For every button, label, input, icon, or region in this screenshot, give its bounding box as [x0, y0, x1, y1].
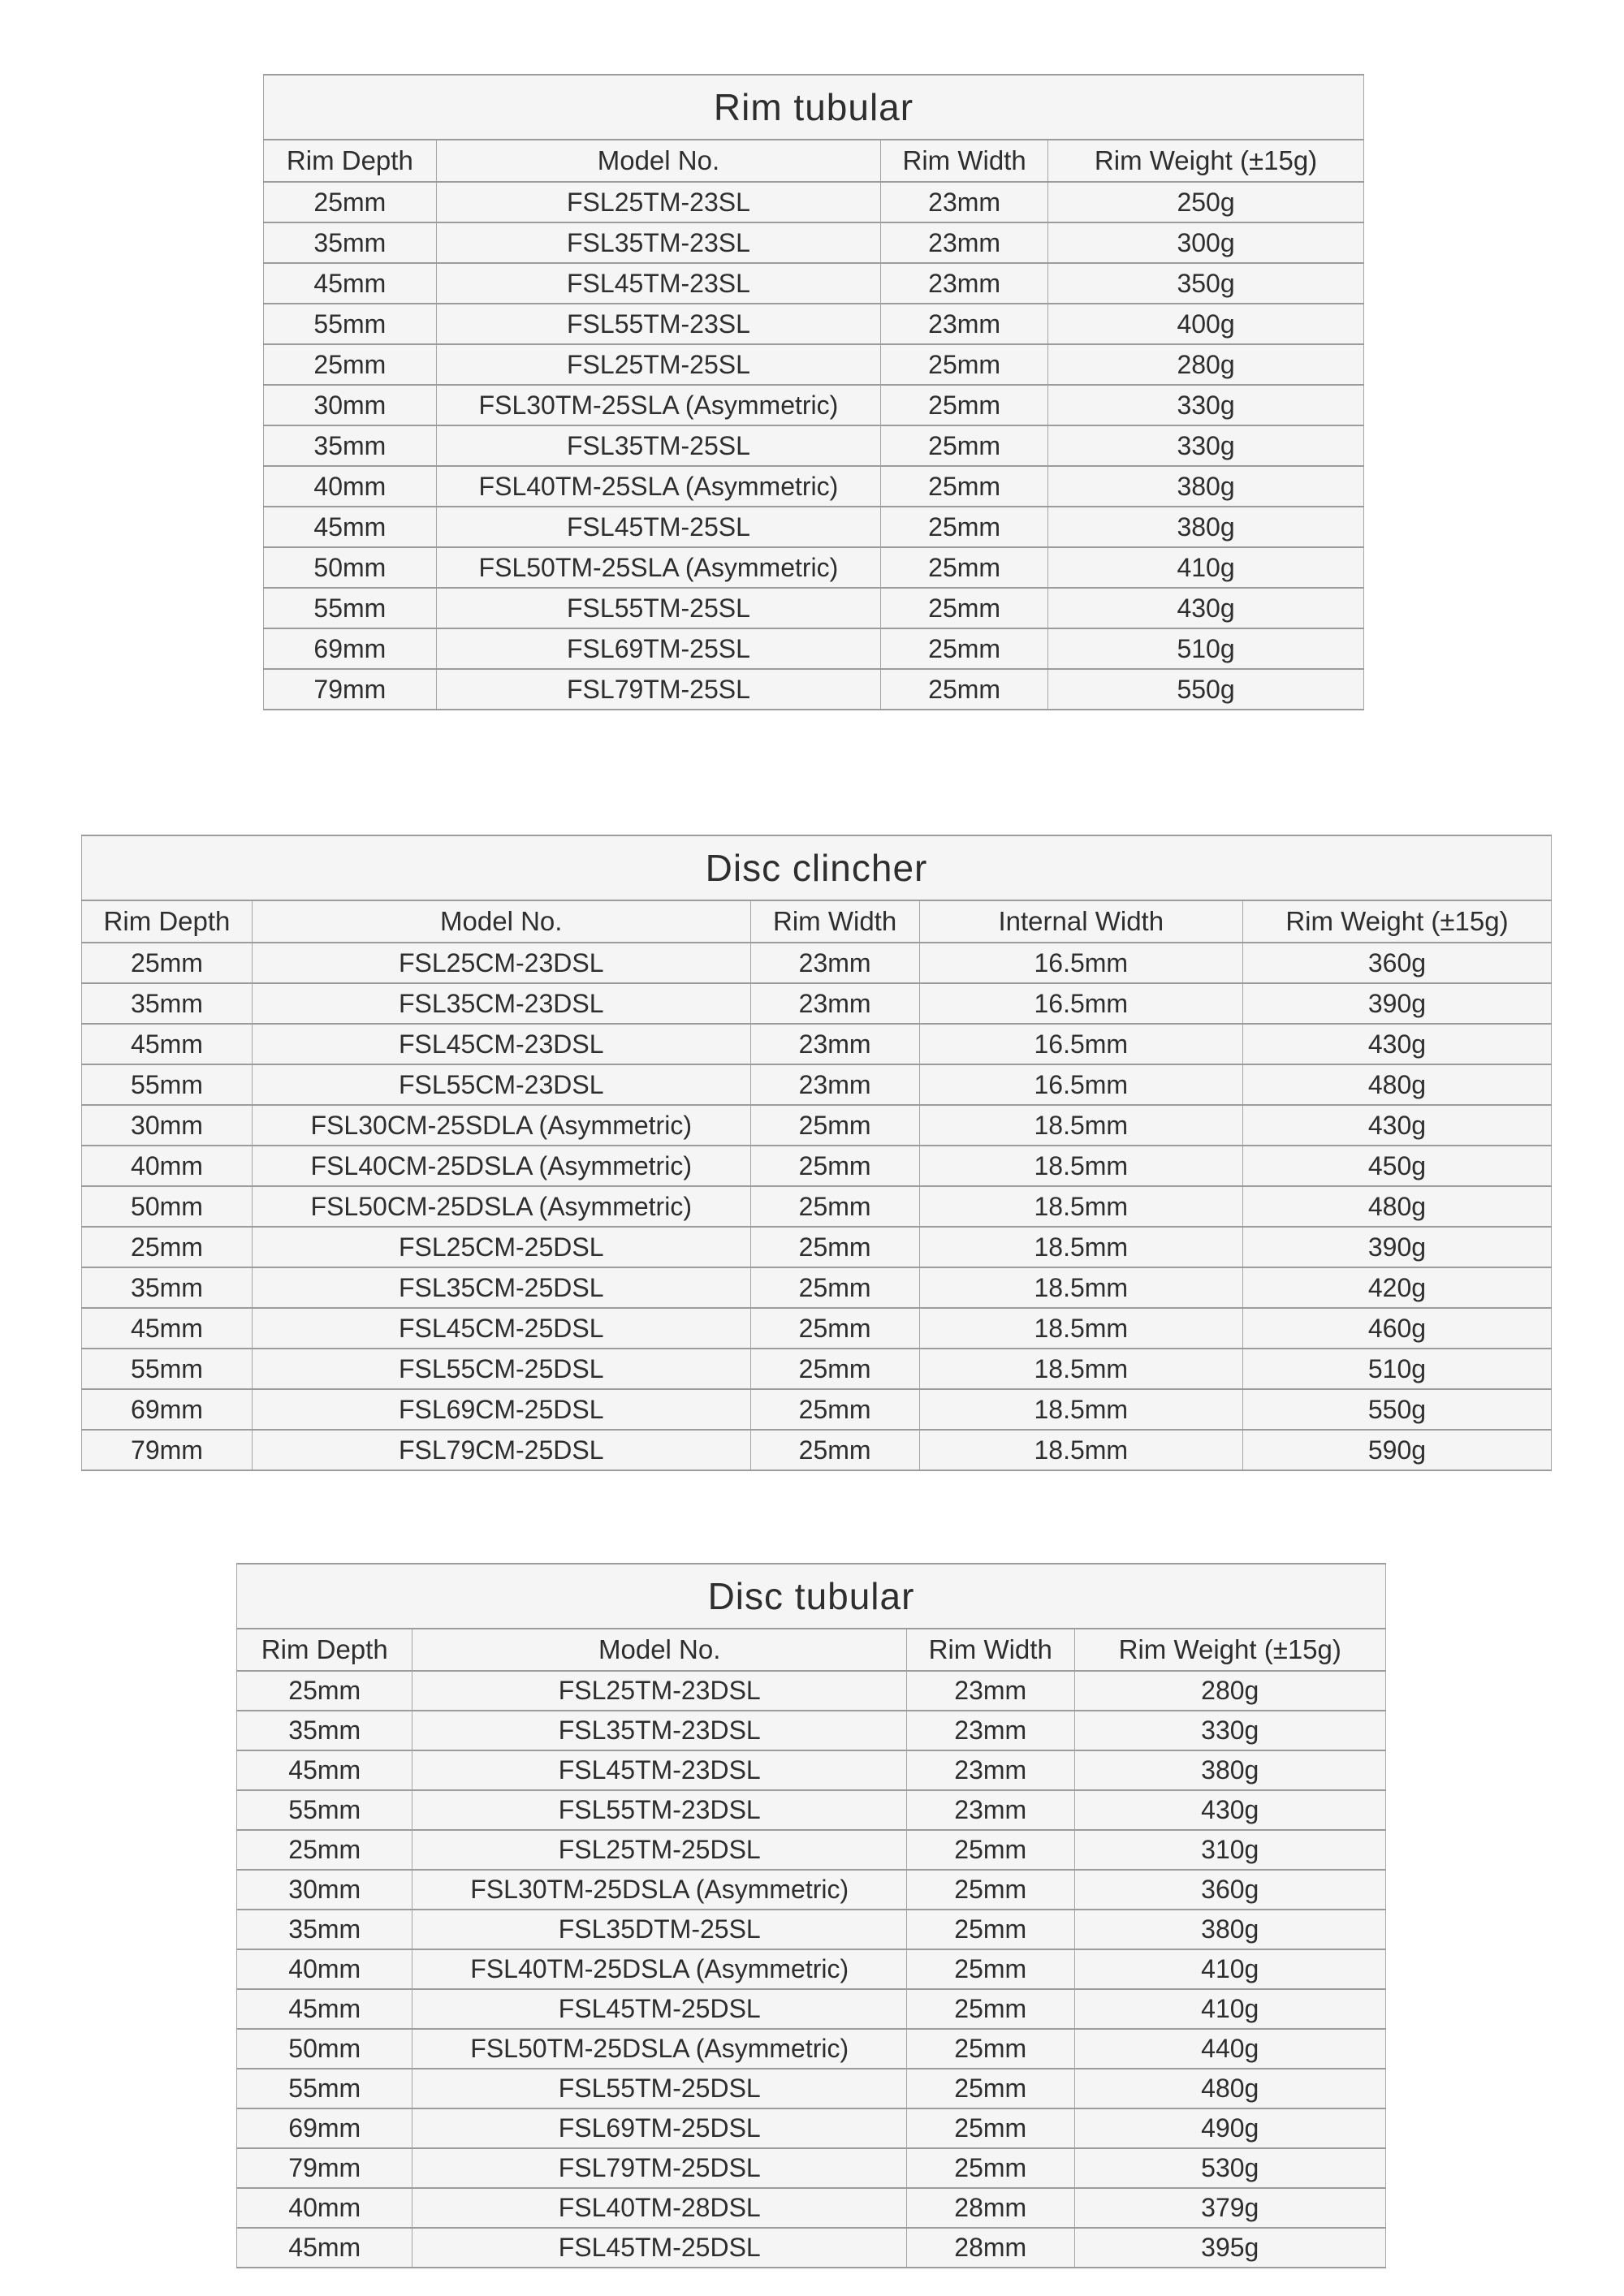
table-cell: 23mm: [906, 1671, 1074, 1711]
table-cell: 35mm: [264, 222, 437, 263]
rim-tubular-table: [263, 74, 1364, 710]
table-row: [237, 1671, 1386, 1711]
table-cell: 410g: [1074, 1949, 1385, 1989]
table-cell: 25mm: [750, 1308, 919, 1349]
table-cell: 40mm: [264, 466, 437, 507]
table-row: [82, 1186, 1552, 1227]
table-cell: 16.5mm: [919, 983, 1242, 1024]
table-cell: FSL79TM-25DSL: [412, 2148, 906, 2188]
column-header-row: [264, 140, 1364, 182]
table-cell: 23mm: [906, 1790, 1074, 1830]
table-row: [264, 507, 1364, 547]
table-cell: 25mm: [906, 2069, 1074, 2108]
table-row: [237, 2148, 1386, 2188]
table-cell: 330g: [1048, 385, 1364, 425]
table-cell: 16.5mm: [919, 943, 1242, 983]
table-cell: FSL55CM-25DSL: [252, 1349, 750, 1389]
table-row: [264, 466, 1364, 507]
table-cell: 590g: [1242, 1430, 1551, 1470]
table-row: [237, 1750, 1386, 1790]
table-cell: FSL35CM-23DSL: [252, 983, 750, 1024]
table-cell: 30mm: [237, 1870, 412, 1910]
table-cell: 23mm: [881, 304, 1048, 344]
table-cell: 530g: [1074, 2148, 1385, 2188]
table-cell: FSL55TM-23DSL: [412, 1790, 906, 1830]
table-cell: 25mm: [264, 182, 437, 222]
table-cell: 25mm: [750, 1105, 919, 1146]
table-cell: 25mm: [881, 669, 1048, 710]
table-cell: 45mm: [264, 507, 437, 547]
table-cell: 25mm: [881, 507, 1048, 547]
table-cell: 30mm: [82, 1105, 253, 1146]
table-cell: 30mm: [264, 385, 437, 425]
table-cell: FSL55TM-25SL: [436, 588, 880, 628]
table-row: [82, 1024, 1552, 1064]
table-row: [237, 1711, 1386, 1750]
table-cell: 45mm: [82, 1024, 253, 1064]
table-row: [82, 1430, 1552, 1470]
table-row: [237, 1830, 1386, 1870]
table-cell: 380g: [1048, 466, 1364, 507]
table-row: [82, 1227, 1552, 1267]
table-cell: FSL50TM-25SLA (Asymmetric): [436, 547, 880, 588]
table-cell: FSL69CM-25DSL: [252, 1389, 750, 1430]
table-row: [82, 1267, 1552, 1308]
table-cell: 50mm: [82, 1186, 253, 1227]
table-cell: FSL35DTM-25SL: [412, 1910, 906, 1949]
table-cell: FSL45TM-25SL: [436, 507, 880, 547]
table-cell: 28mm: [906, 2228, 1074, 2268]
table-cell: 25mm: [906, 1870, 1074, 1910]
table-title-row: [82, 835, 1552, 900]
table-cell: 35mm: [82, 983, 253, 1024]
table-row: [82, 1349, 1552, 1389]
table-row: [264, 304, 1364, 344]
table-title: Disc tubular: [237, 1564, 1386, 1629]
table-cell: 55mm: [264, 588, 437, 628]
table-cell: 25mm: [881, 385, 1048, 425]
table-cell: 450g: [1242, 1146, 1551, 1186]
table-cell: FSL35TM-25SL: [436, 425, 880, 466]
table-cell: 550g: [1048, 669, 1364, 710]
table-title-row: [237, 1564, 1386, 1629]
table-cell: 480g: [1242, 1064, 1551, 1105]
column-header-row: [237, 1629, 1386, 1671]
table-cell: 25mm: [750, 1267, 919, 1308]
table-cell: 510g: [1048, 628, 1364, 669]
table-cell: 18.5mm: [919, 1308, 1242, 1349]
table-cell: 390g: [1242, 983, 1551, 1024]
table-cell: 45mm: [237, 1989, 412, 2029]
table-row: [237, 2228, 1386, 2268]
table-row: [264, 588, 1364, 628]
table-cell: FSL35CM-25DSL: [252, 1267, 750, 1308]
table-cell: 360g: [1242, 943, 1551, 983]
table-cell: 69mm: [237, 2108, 412, 2148]
table-cell: 25mm: [237, 1830, 412, 1870]
table-title: Rim tubular: [264, 75, 1364, 140]
table-cell: 18.5mm: [919, 1227, 1242, 1267]
table-cell: 69mm: [82, 1389, 253, 1430]
table-cell: 25mm: [82, 1227, 253, 1267]
table-cell: FSL25TM-25SL: [436, 344, 880, 385]
table-row: [82, 983, 1552, 1024]
table-cell: FSL30CM-25SDLA (Asymmetric): [252, 1105, 750, 1146]
table-cell: 480g: [1074, 2069, 1385, 2108]
disc-tubular-table: [236, 1563, 1386, 2268]
table-cell: 310g: [1074, 1830, 1385, 1870]
table-cell: 330g: [1048, 425, 1364, 466]
table-cell: 25mm: [881, 588, 1048, 628]
table-cell: FSL45TM-25DSL: [412, 1989, 906, 2029]
table-cell: 40mm: [237, 1949, 412, 1989]
table-cell: FSL55TM-23SL: [436, 304, 880, 344]
table-cell: 440g: [1074, 2029, 1385, 2069]
table-cell: 25mm: [906, 1830, 1074, 1870]
table-cell: 23mm: [881, 263, 1048, 304]
column-header: Model No.: [436, 140, 880, 182]
table-row: [82, 1308, 1552, 1349]
table-cell: FSL45CM-25DSL: [252, 1308, 750, 1349]
table-cell: 35mm: [264, 425, 437, 466]
table-cell: 379g: [1074, 2188, 1385, 2228]
table-cell: 18.5mm: [919, 1430, 1242, 1470]
table-cell: FSL45TM-23SL: [436, 263, 880, 304]
table-cell: 330g: [1074, 1711, 1385, 1750]
table-cell: 430g: [1048, 588, 1364, 628]
table-cell: FSL25TM-23DSL: [412, 1671, 906, 1711]
table-row: [82, 1064, 1552, 1105]
table-cell: 25mm: [881, 628, 1048, 669]
table-cell: 23mm: [906, 1750, 1074, 1790]
table-cell: FSL25TM-25DSL: [412, 1830, 906, 1870]
table-cell: 490g: [1074, 2108, 1385, 2148]
column-header: Model No.: [252, 900, 750, 943]
table-cell: 35mm: [237, 1910, 412, 1949]
table-cell: 18.5mm: [919, 1349, 1242, 1389]
table-cell: FSL40TM-25SLA (Asymmetric): [436, 466, 880, 507]
table-row: [82, 943, 1552, 983]
table-cell: 25mm: [82, 943, 253, 983]
table-cell: 460g: [1242, 1308, 1551, 1349]
table-cell: 79mm: [82, 1430, 253, 1470]
table-cell: 380g: [1074, 1750, 1385, 1790]
table-cell: 410g: [1074, 1989, 1385, 2029]
table-row: [237, 1790, 1386, 1830]
table-cell: 350g: [1048, 263, 1364, 304]
table-cell: 45mm: [237, 2228, 412, 2268]
table-row: [237, 2069, 1386, 2108]
column-header: Internal Width: [919, 900, 1242, 943]
table-cell: 25mm: [750, 1430, 919, 1470]
table-cell: 79mm: [264, 669, 437, 710]
table-cell: 18.5mm: [919, 1105, 1242, 1146]
table-cell: 430g: [1242, 1024, 1551, 1064]
table-cell: FSL69TM-25SL: [436, 628, 880, 669]
table-cell: 50mm: [264, 547, 437, 588]
column-header: Rim Weight (±15g): [1242, 900, 1551, 943]
table-cell: 79mm: [237, 2148, 412, 2188]
table-cell: 25mm: [906, 2108, 1074, 2148]
table-cell: 55mm: [237, 1790, 412, 1830]
column-header: Rim Depth: [82, 900, 253, 943]
table-cell: 23mm: [881, 182, 1048, 222]
table-cell: FSL35TM-23DSL: [412, 1711, 906, 1750]
table-cell: 23mm: [881, 222, 1048, 263]
table-row: [237, 1949, 1386, 1989]
table-cell: FSL30TM-25DSLA (Asymmetric): [412, 1870, 906, 1910]
disc-clincher-table: [81, 835, 1552, 1471]
table-cell: 400g: [1048, 304, 1364, 344]
table-cell: 23mm: [750, 943, 919, 983]
table-cell: 25mm: [906, 1910, 1074, 1949]
table-cell: 25mm: [750, 1389, 919, 1430]
table-cell: FSL50CM-25DSLA (Asymmetric): [252, 1186, 750, 1227]
table-row: [264, 425, 1364, 466]
column-header: Rim Weight (±15g): [1048, 140, 1364, 182]
table-cell: 250g: [1048, 182, 1364, 222]
table-title-row: [264, 75, 1364, 140]
table-cell: 25mm: [881, 547, 1048, 588]
table-cell: 25mm: [906, 2148, 1074, 2188]
table-cell: 25mm: [881, 344, 1048, 385]
column-header: Rim Depth: [264, 140, 437, 182]
column-header: Model No.: [412, 1629, 906, 1671]
table-cell: FSL45TM-25DSL: [412, 2228, 906, 2268]
table-cell: FSL25CM-25DSL: [252, 1227, 750, 1267]
table-row: [237, 1870, 1386, 1910]
table-row: [264, 222, 1364, 263]
column-header: Rim Depth: [237, 1629, 412, 1671]
table-cell: 45mm: [237, 1750, 412, 1790]
table-cell: FSL45CM-23DSL: [252, 1024, 750, 1064]
table-cell: FSL40TM-28DSL: [412, 2188, 906, 2228]
table-cell: 23mm: [750, 1024, 919, 1064]
table-title: Disc clincher: [82, 835, 1552, 900]
table-cell: FSL55CM-23DSL: [252, 1064, 750, 1105]
table-cell: 420g: [1242, 1267, 1551, 1308]
table-cell: 25mm: [881, 466, 1048, 507]
table-cell: 480g: [1242, 1186, 1551, 1227]
table-cell: 280g: [1048, 344, 1364, 385]
table-cell: 25mm: [906, 2029, 1074, 2069]
column-header: Rim Width: [881, 140, 1048, 182]
table-row: [82, 1105, 1552, 1146]
table-cell: 40mm: [237, 2188, 412, 2228]
column-header-row: [82, 900, 1552, 943]
table-cell: 25mm: [906, 1989, 1074, 2029]
table-cell: 16.5mm: [919, 1064, 1242, 1105]
table-cell: 18.5mm: [919, 1267, 1242, 1308]
table-cell: FSL55TM-25DSL: [412, 2069, 906, 2108]
table-cell: 25mm: [237, 1671, 412, 1711]
table-row: [264, 182, 1364, 222]
table-cell: FSL40CM-25DSLA (Asymmetric): [252, 1146, 750, 1186]
table-cell: 360g: [1074, 1870, 1385, 1910]
table-cell: FSL50TM-25DSLA (Asymmetric): [412, 2029, 906, 2069]
table-cell: 390g: [1242, 1227, 1551, 1267]
table-cell: FSL30TM-25SLA (Asymmetric): [436, 385, 880, 425]
table-cell: 410g: [1048, 547, 1364, 588]
table-cell: 280g: [1074, 1671, 1385, 1711]
column-header: Rim Width: [906, 1629, 1074, 1671]
table-cell: 23mm: [906, 1711, 1074, 1750]
table-cell: 23mm: [750, 983, 919, 1024]
column-header: Rim Weight (±15g): [1074, 1629, 1385, 1671]
table-cell: 430g: [1242, 1105, 1551, 1146]
table-cell: 35mm: [237, 1711, 412, 1750]
table-cell: 380g: [1074, 1910, 1385, 1949]
table-cell: 25mm: [750, 1146, 919, 1186]
table-row: [82, 1389, 1552, 1430]
table-cell: 55mm: [82, 1349, 253, 1389]
table-row: [264, 628, 1364, 669]
table-cell: FSL40TM-25DSLA (Asymmetric): [412, 1949, 906, 1989]
table-cell: 380g: [1048, 507, 1364, 547]
table-row: [237, 1910, 1386, 1949]
table-cell: 16.5mm: [919, 1024, 1242, 1064]
table-cell: 300g: [1048, 222, 1364, 263]
table-cell: FSL79CM-25DSL: [252, 1430, 750, 1470]
table-cell: 35mm: [82, 1267, 253, 1308]
table-cell: 50mm: [237, 2029, 412, 2069]
table-cell: 395g: [1074, 2228, 1385, 2268]
table-cell: 28mm: [906, 2188, 1074, 2228]
table-cell: FSL45TM-23DSL: [412, 1750, 906, 1790]
table-row: [82, 1146, 1552, 1186]
table-cell: 25mm: [750, 1349, 919, 1389]
table-cell: 55mm: [82, 1064, 253, 1105]
table-row: [264, 385, 1364, 425]
table-row: [264, 669, 1364, 710]
table-cell: 18.5mm: [919, 1186, 1242, 1227]
table-cell: 25mm: [750, 1186, 919, 1227]
table-row: [237, 1989, 1386, 2029]
table-cell: FSL79TM-25SL: [436, 669, 880, 710]
table-cell: 25mm: [264, 344, 437, 385]
table-row: [264, 344, 1364, 385]
table-cell: 55mm: [237, 2069, 412, 2108]
table-cell: 25mm: [906, 1949, 1074, 1989]
table-cell: 18.5mm: [919, 1389, 1242, 1430]
column-header: Rim Width: [750, 900, 919, 943]
table-row: [237, 2188, 1386, 2228]
table-cell: 550g: [1242, 1389, 1551, 1430]
table-cell: 69mm: [264, 628, 437, 669]
table-row: [264, 547, 1364, 588]
table-cell: 25mm: [881, 425, 1048, 466]
table-cell: 40mm: [82, 1146, 253, 1186]
table-cell: 25mm: [750, 1227, 919, 1267]
table-cell: 510g: [1242, 1349, 1551, 1389]
table-cell: 430g: [1074, 1790, 1385, 1830]
table-cell: 23mm: [750, 1064, 919, 1105]
table-cell: 45mm: [82, 1308, 253, 1349]
table-cell: 45mm: [264, 263, 437, 304]
table-cell: 55mm: [264, 304, 437, 344]
table-row: [237, 2108, 1386, 2148]
table-cell: FSL69TM-25DSL: [412, 2108, 906, 2148]
table-cell: FSL25CM-23DSL: [252, 943, 750, 983]
table-cell: 18.5mm: [919, 1146, 1242, 1186]
table-row: [264, 263, 1364, 304]
table-cell: FSL25TM-23SL: [436, 182, 880, 222]
table-cell: FSL35TM-23SL: [436, 222, 880, 263]
table-row: [237, 2029, 1386, 2069]
